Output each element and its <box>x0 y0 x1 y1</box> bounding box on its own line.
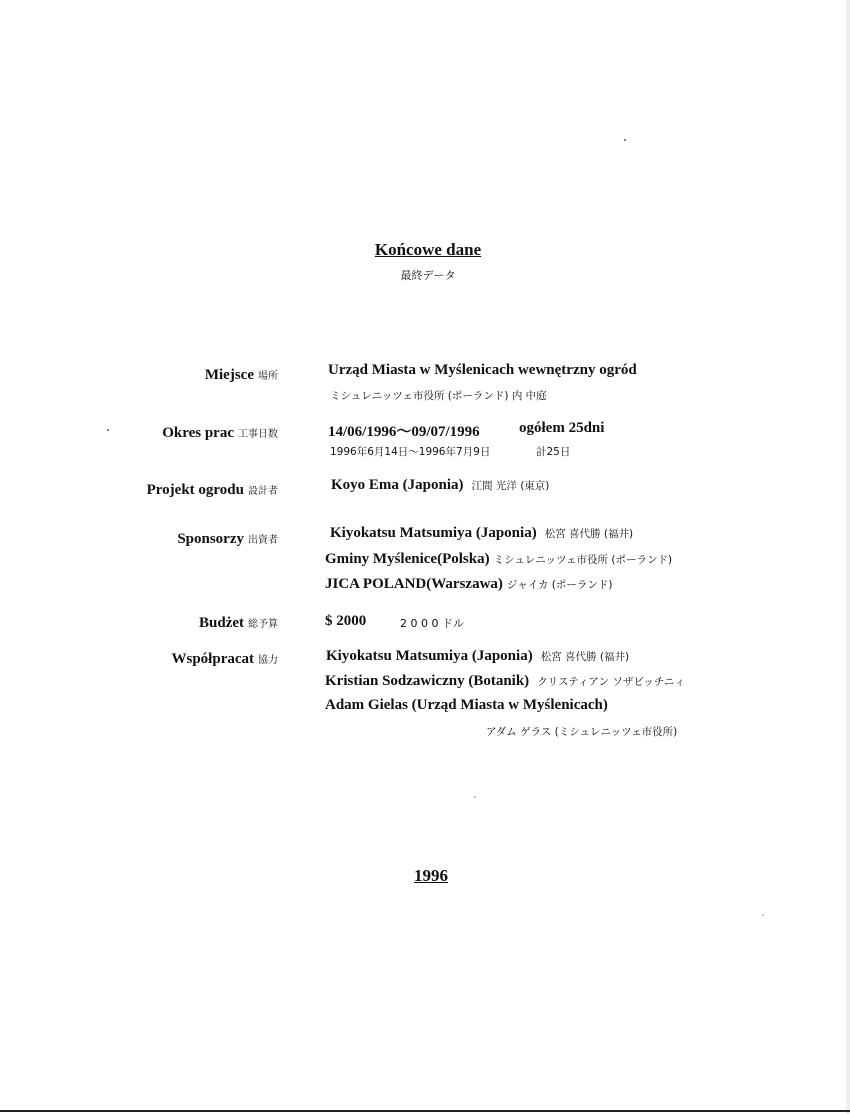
cooperator-line-1 <box>326 648 629 665</box>
value-okres-dates: 14/06/1996～09/07/1996 <box>328 424 480 440</box>
label-budzet-jp: 総予算 <box>248 619 278 630</box>
cooperator-line-1-jp: 松宮 喜代勝 (福井) <box>540 651 630 663</box>
sponsor-line-1-jp: 松宮 喜代勝 (福井) <box>544 528 634 540</box>
label-budzet-text: Budżet <box>199 615 244 631</box>
value-budzet-jp: 2 0 0 0 ドル <box>400 617 464 630</box>
label-sponsorzy-text: Sponsorzy <box>177 531 244 547</box>
value-miejsce-jp: ミシュレニッツェ市役所 (ポーランド) 内 中庭 <box>330 390 547 402</box>
label-projekt <box>147 482 278 499</box>
sponsor-line-1 <box>330 525 633 542</box>
label-okres-jp: 工事日数 <box>238 429 278 440</box>
cooperator-line-1-text: Kiyokatsu Matsumiya (Japonia) <box>326 648 533 664</box>
label-wspolpracat-text: Współpracat <box>171 651 254 667</box>
label-wspolpracat <box>172 651 279 668</box>
sponsor-line-2 <box>325 551 672 568</box>
scan-speck <box>474 796 476 798</box>
value-projekt-jp: 江間 光洋 (東京) <box>471 480 550 492</box>
label-okres <box>162 425 278 442</box>
value-projekt <box>331 477 549 494</box>
label-miejsce-jp: 場所 <box>258 371 278 382</box>
cooperator-line-3: Adam Gielas (Urząd Miasta w Myślenicach) <box>325 697 608 713</box>
sponsor-line-2-text: Gminy Myślenice(Polska) <box>325 551 490 567</box>
cooperator-line-2 <box>325 673 685 690</box>
cooperator-line-2-jp: クリスティアン ソザビッチニィ <box>537 676 686 688</box>
label-wspolpracat-jp: 協力 <box>258 655 278 666</box>
value-okres-total: ogółem 25dni <box>519 420 605 436</box>
label-projekt-text: Projekt ogrodu <box>146 482 244 498</box>
sponsor-line-3-text: JICA POLAND(Warszawa) <box>325 576 503 592</box>
label-projekt-jp: 設計者 <box>248 486 278 497</box>
footer-year: 1996 <box>414 866 448 885</box>
label-sponsorzy <box>177 531 278 548</box>
scan-bottom-edge <box>0 1110 850 1112</box>
scan-edge-shadow <box>846 0 850 1114</box>
label-miejsce-text: Miejsce <box>204 367 254 383</box>
value-miejsce: Urząd Miasta w Myślenicach wewnętrzny ogród <box>328 362 637 378</box>
page-title: Końcowe dane <box>374 240 482 259</box>
value-projekt-text: Koyo Ema (Japonia) <box>331 477 464 493</box>
scan-speck <box>107 429 109 431</box>
sponsor-line-2-jp: ミシュレニッツェ市役所 (ポーランド) <box>493 554 673 566</box>
label-miejsce <box>205 367 278 384</box>
value-budzet: $ 2000 <box>325 613 367 629</box>
cooperator-line-2-text: Kristian Sodzawiczny (Botanik) <box>325 673 530 689</box>
sponsor-line-3-jp: ジャイカ (ポーランド) <box>506 579 613 591</box>
value-okres-total-jp: 計25日 <box>536 446 571 458</box>
scan-speck <box>624 139 626 141</box>
value-okres-dates-jp: 1996年6月14日～1996年7月9日 <box>330 446 491 458</box>
label-sponsorzy-jp: 出資者 <box>248 535 278 546</box>
sponsor-line-3 <box>325 576 612 593</box>
sponsor-line-1-text: Kiyokatsu Matsumiya (Japonia) <box>330 525 537 541</box>
label-okres-text: Okres prac <box>162 425 234 441</box>
page-subtitle-jp: 最終データ <box>400 269 456 282</box>
cooperator-line-3-jp: アダム ゲラス (ミシュレニッツェ市役所) <box>486 726 678 738</box>
scan-speck <box>762 914 764 916</box>
label-budzet <box>199 615 278 632</box>
